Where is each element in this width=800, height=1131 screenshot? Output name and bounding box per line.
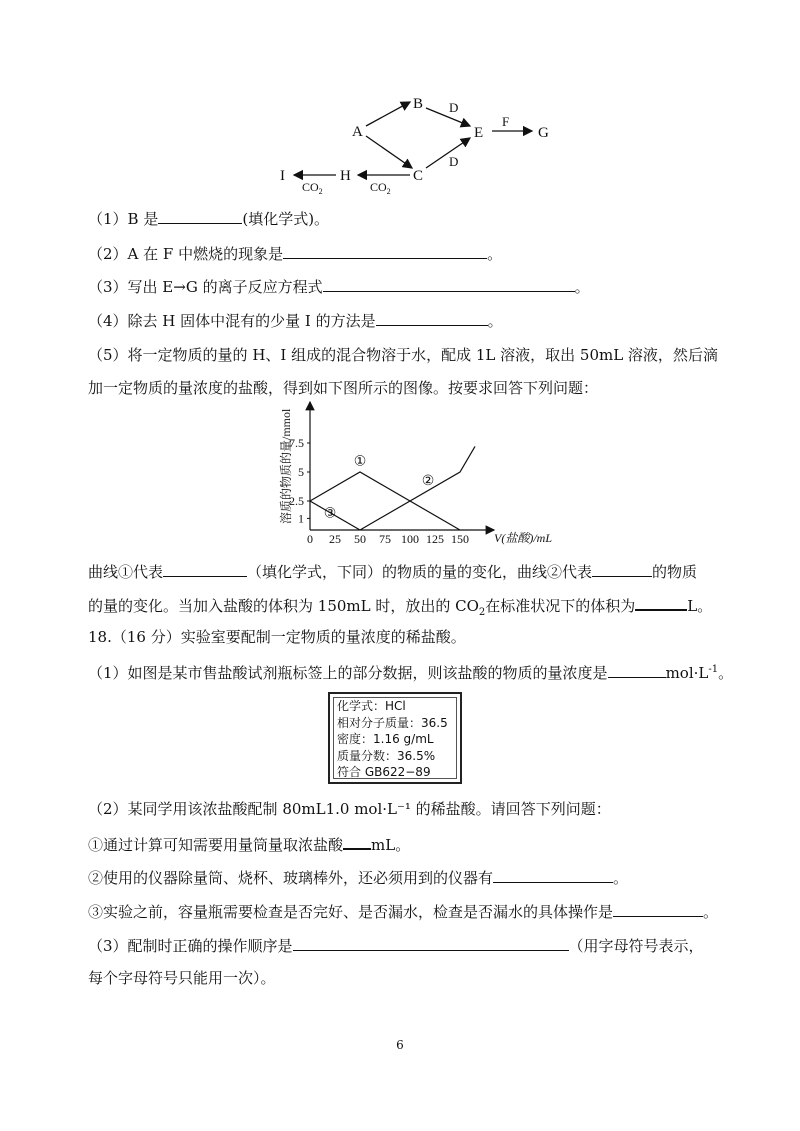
series-label-2: ② <box>421 474 435 490</box>
q18-p21-a: ①通过计算可知需要用量筒量取浓盐酸 <box>88 836 344 854</box>
q18-volume-blank[interactable] <box>343 833 371 850</box>
question-18-part-2-2 <box>88 867 628 888</box>
reaction-diagram <box>270 88 570 198</box>
series-line-2 <box>360 446 475 530</box>
x-tick-label-2: 50 <box>354 532 366 546</box>
q18-p23-b: 。 <box>703 903 719 921</box>
node-a: A <box>352 124 363 140</box>
x-tick-label-4: 100 <box>401 532 419 546</box>
question-3 <box>88 276 590 297</box>
edge-label-c-e: D <box>449 154 459 169</box>
y-tick-label-0: 1 <box>298 511 304 526</box>
page-number: 6 <box>396 1038 404 1052</box>
question-4 <box>88 310 503 331</box>
x-tick-label-0: 0 <box>307 532 313 546</box>
q18-p3-a: （3）配制时正确的操作顺序是 <box>88 937 293 955</box>
q3-answer-blank[interactable] <box>323 276 575 292</box>
q5-line4-c: L。 <box>687 597 713 615</box>
label-line-formula: 化学式：HCl <box>337 699 406 713</box>
series-label-1: ① <box>353 454 367 470</box>
q4-answer-blank[interactable] <box>376 310 488 326</box>
q1-prefix: （1）B 是 <box>88 210 159 228</box>
q5-curve2-blank[interactable] <box>592 561 652 577</box>
x-tick-label-1: 25 <box>329 532 341 546</box>
x-tick-label-3: 75 <box>379 532 391 546</box>
y-tick-label-1: 2.5 <box>289 494 304 508</box>
question-5-line-3 <box>88 561 697 582</box>
q1-suffix: (填化学式)。 <box>242 210 330 228</box>
q2-suffix: 。 <box>487 245 503 263</box>
label-line-density: 密度：1.16 g/mL <box>337 732 434 746</box>
q4-suffix: 。 <box>487 312 503 330</box>
question-5-line-1: （5）将一定物质的量的 H、I 组成的混合物溶于水，配成 1L 溶液，取出 50mL 溶液，然后滴 <box>88 346 718 364</box>
q18-order-blank[interactable] <box>293 935 569 951</box>
label-line-mass-fraction: 质量分数：36.5% <box>337 748 436 763</box>
q5-line3-b: （填化学式，下同）的物质的量的变化，曲线②代表 <box>247 563 593 581</box>
question-5-line-2: 加一定物质的量浓度的盐酸，得到如下图所示的图像。按要求回答下列问题： <box>88 379 599 397</box>
reagent-label <box>328 692 462 784</box>
x-tick-label-5: 125 <box>426 532 444 546</box>
q18-p22-a: ②使用的仪器除量筒、烧杯、玻璃棒外，还必须用到的仪器有 <box>88 869 494 887</box>
q18-concentration-blank[interactable] <box>608 662 666 678</box>
edge-label-e-g: F <box>502 114 510 129</box>
question-18-part-2-1 <box>88 833 410 855</box>
q18-p23-a: ③实验之前，容量瓶需要检查是否完好、是否漏水，检查是否漏水的具体操作是 <box>88 903 614 921</box>
q4-prefix: （4）除去 H 固体中混有的少量 I 的方法是 <box>88 312 376 330</box>
q18-p1-b: mol·L <box>665 664 709 682</box>
q18-leak-check-blank[interactable] <box>613 901 703 917</box>
node-c: C <box>413 168 424 184</box>
y-axis-label: 溶质的物质的量/mmol <box>279 408 293 524</box>
question-18-part-3 <box>88 935 704 956</box>
q2-answer-blank[interactable] <box>283 243 487 259</box>
q18-p1-a: （1）如图是某市售盐酸试剂瓶标签上的部分数据，则该盐酸的物质的量浓度是 <box>88 664 608 682</box>
node-i: I <box>280 168 285 184</box>
question-18-part-1 <box>88 660 733 683</box>
q3-prefix: （3）写出 E→G 的离子反应方程式 <box>88 278 323 296</box>
q18-p1-c: 。 <box>718 664 734 682</box>
y-tick-label-3: 7.5 <box>289 436 304 450</box>
node-g: G <box>538 125 549 141</box>
question-5-line-4: 的量的变化。当加入盐酸的体积为 150mL 时，放出的 $CO_2$在标准状况下的体积为 L。 <box>88 594 712 623</box>
question-1 <box>88 208 329 229</box>
x-axis-label: V(盐酸)/mL <box>494 531 552 545</box>
q5-volume-blank[interactable] <box>635 594 687 611</box>
question-18-title: 18.（16 分）实验室要配制一定物质的量浓度的稀盐酸。 <box>88 628 466 646</box>
node-e: E <box>474 125 484 141</box>
edge-label-b-e: D <box>449 100 459 115</box>
q5-line4-b: 在标准状况下的体积为 <box>485 597 636 615</box>
series-label-3: ③ <box>323 506 337 522</box>
q2-prefix: （2）A 在 F 中燃烧的现象是 <box>88 245 284 263</box>
edge-label-h-i: $CO_2$ <box>302 180 323 196</box>
q18-p3-b: （用字母符号表示， <box>568 937 704 955</box>
q18-p21-b: mL。 <box>371 836 411 854</box>
q3-suffix: 。 <box>574 278 590 296</box>
question-2 <box>88 243 502 264</box>
question-18-part-2: （2）某同学用该浓盐酸配制 80mL1.0 mol·L⁻¹ 的稀盐酸。请回答下列问题： <box>88 800 611 818</box>
q5-line3-c: 的物质 <box>652 563 698 581</box>
q5-line3-a: 曲线①代表 <box>88 563 164 581</box>
question-18-part-3-cont: 每个字母符号只能用一次）。 <box>88 969 276 987</box>
node-b: B <box>413 96 424 112</box>
question-18-part-2-3 <box>88 901 718 922</box>
q18-instrument-blank[interactable] <box>493 867 613 883</box>
q5-curve1-blank[interactable] <box>163 561 247 577</box>
x-tick-label-6: 150 <box>451 532 469 546</box>
label-line-molar-mass: 相对分子质量：36.5 <box>337 715 448 730</box>
label-line-standard: 符合 GB622−89 <box>337 765 431 779</box>
node-h: H <box>340 168 351 184</box>
y-tick-label-2: 5 <box>298 465 304 479</box>
q1-answer-blank[interactable] <box>158 208 242 224</box>
edge-label-c-h: $CO_2$ <box>370 180 391 196</box>
chart <box>262 394 562 554</box>
q18-p22-b: 。 <box>613 869 629 887</box>
q18-p1-sup: -1 <box>708 664 719 675</box>
q5-line4-a: 的量的变化。当加入盐酸的体积为 150mL 时，放出的 CO <box>88 597 479 615</box>
